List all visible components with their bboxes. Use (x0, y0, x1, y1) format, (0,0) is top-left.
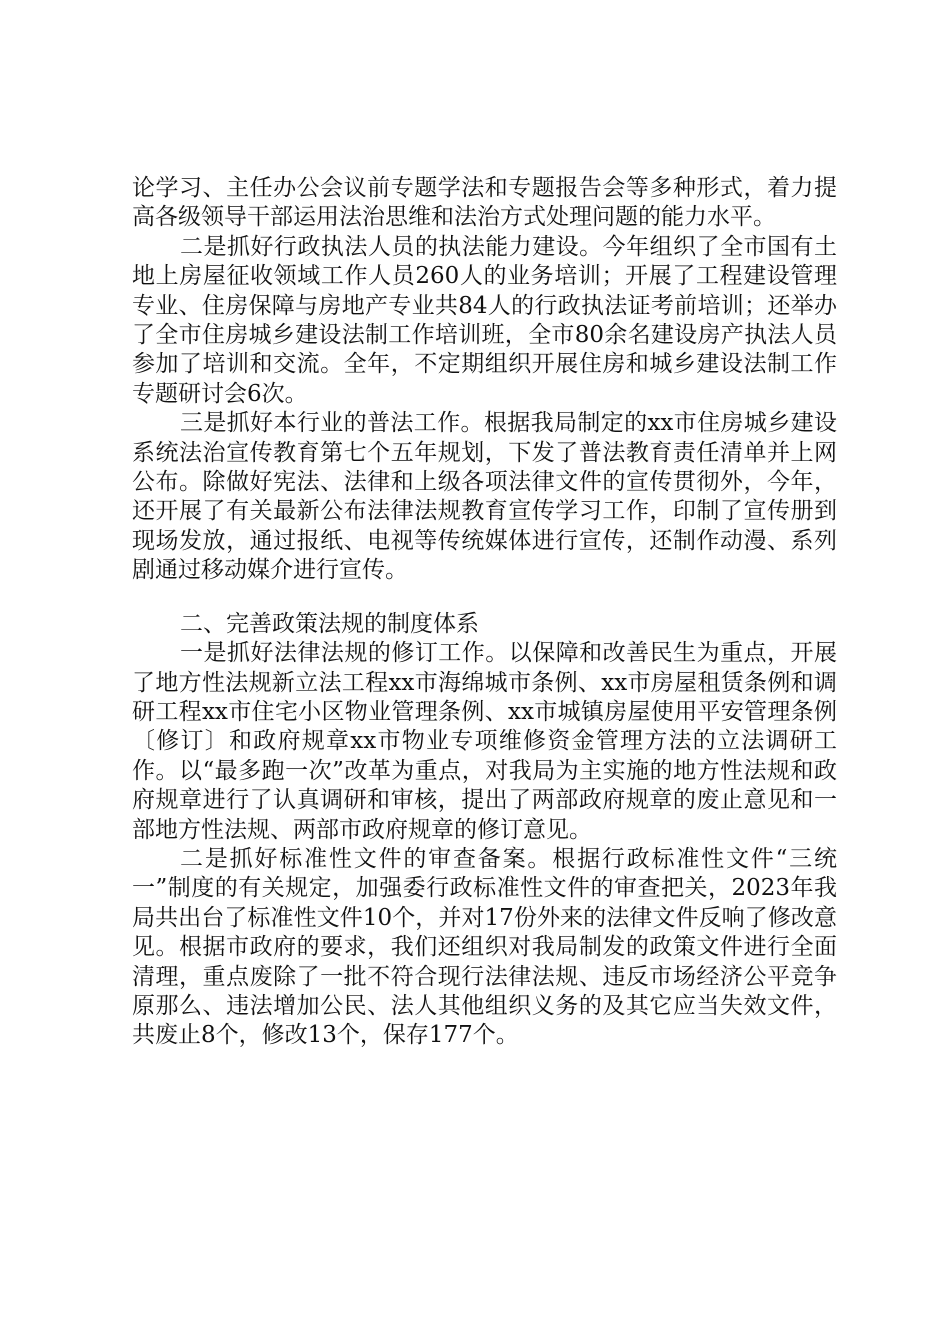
document-body (132, 174, 837, 1051)
section-heading: 二、完善政策法规的制度体系 (180, 610, 479, 637)
paragraph-enforcement-training: 二是抓好行政执法人员的执法能力建设。今年组织了全市国有土地上房屋征收领域工作人员260人的业务培训；开展了工程建设管理专业、住房保障与房地产专业共84人的行政执法证考前培训；还举办了全市住房城乡建设法制工作培训班，全市80余名建设房产执法人员参加了培训和交流。全年，不定期组织开展住房和城乡建设法制工作专题研讨会6次。 (132, 233, 837, 407)
paragraph-normative-documents: 二是抓好标准性文件的审查备案。根据行政标准性文件“三统一”制度的有关规定，加强委行政标准性文件的审查把关，2023年我局共出台了标准性文件10个，并对17份外来的法律文件反响了修改意见。根据市政府的要求，我们还组织对我局制发的政策文件进行全面清理，重点废除了一批不符合现行法律法规、违反市场经济公平竞争原那么、违法增加公民、法人其他组织义务的及其它应当失效文件，共废止8个，修改13个，保存177个。 (132, 845, 837, 1049)
paragraph-continued: 论学习、主任办公会议前专题学法和专题报告会等多种形式，着力提高各级领导干部运用法治思维和法治方式处理问题的能力水平。 (132, 175, 837, 231)
paragraph-regulation-revision: 一是抓好法律法规的修订工作。以保障和改善民生为重点，开展了地方性法规新立法工程xx市海绵城市条例、xx市房屋租赁条例和调研工程xx市住宅小区物业管理条例、xx市城镇房屋使用平安管理条例〔修订〕和政府规章xx市物业专项维修资金管理方法的立法调研工作。以“最多跑一次”改革为重点，对我局为主实施的地方性法规和政府规章进行了认真调研和审核，提出了两部政府规章的废止意见和一部地方性法规、两部市政府规章的修订意见。 (132, 640, 837, 843)
paragraph-law-publicity: 三是抓好本行业的普法工作。根据我局制定的xx市住房城乡建设系统法治宣传教育第七个五年规划，下发了普法教育责任清单并上网公布。除做好宪法、法律和上级各项法律文件的宣传贯彻外，今年，还开展了有关最新公布法律法规教育宣传学习工作，印制了宣传册到现场发放，通过报纸、电视等传统媒体进行宣传，还制作动漫、系列剧通过移动媒介进行宣传。 (132, 410, 837, 584)
